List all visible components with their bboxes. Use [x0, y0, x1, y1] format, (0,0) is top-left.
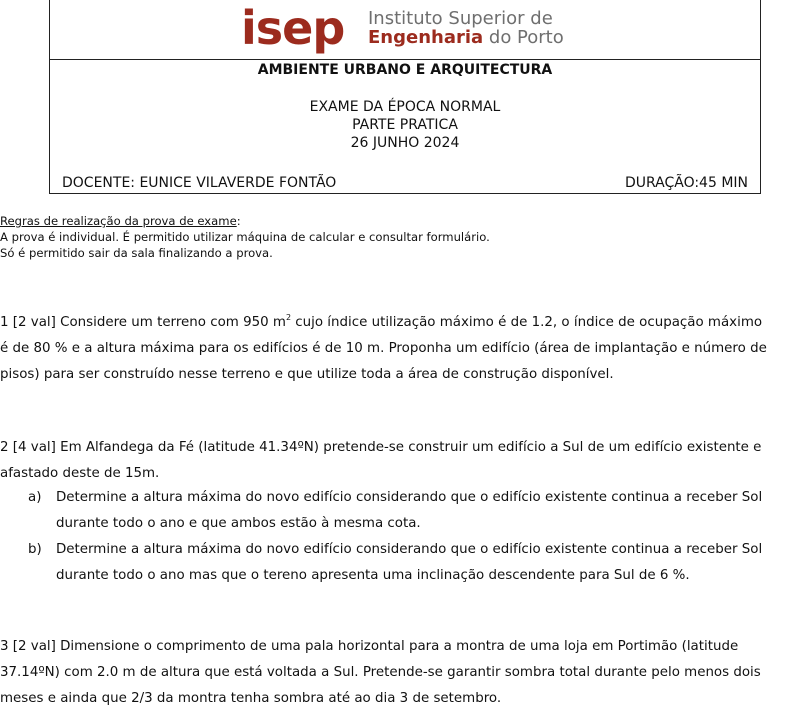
- rules-title: Regras de realização da prova de exame: [0, 214, 237, 228]
- institution-name-accent: Engenharia: [368, 27, 484, 48]
- part-a-letter: a): [28, 490, 42, 505]
- teacher-name: DOCENTE: EUNICE VILAVERDE FONTÃO: [62, 175, 337, 191]
- part-a-body: [56, 485, 807, 537]
- part-b-line-1: Determine a altura máxima do novo edifício considerando que o edifício existente continua a receber Sol: [56, 542, 763, 557]
- question-1-text-b: cujo índice utilização máximo é de 1.2, o índice de ocupação máximo: [291, 315, 763, 330]
- part-b-letter: b): [28, 542, 42, 557]
- squared-superscript: 2: [285, 313, 292, 322]
- institution-name-line1: Instituto Superior de: [368, 8, 553, 29]
- part-b-body: [56, 537, 807, 589]
- institution-name-rest: do Porto: [483, 27, 564, 48]
- question-3-line-2: 37.14ºN) com 2.0 m de altura que está voltada a Sul. Pretende-se garantir sombra total durante pelo menos dois: [0, 665, 761, 680]
- part-b-line-2: durante todo o ano mas que o tereno apresenta uma inclinação descendente para Sul de 6 %.: [56, 568, 690, 583]
- rules-line-1: A prova é individual. É permitido utilizar máquina de calcular e consultar formulário.: [0, 230, 490, 244]
- exam-header: [49, 0, 761, 194]
- question-2-line-2: afastado deste de 15m.: [0, 466, 160, 481]
- logo-row: [50, 0, 760, 60]
- question-3: [0, 634, 807, 712]
- question-1: [0, 310, 807, 388]
- question-3-line-1: 3 [2 val] Dimensione o comprimento de uma pala horizontal para a montra de uma loja em Portimão (latitude: [0, 639, 739, 654]
- institution-name: [368, 9, 564, 47]
- rules-line-2: Só é permitido sair da sala finalizando a prova.: [0, 246, 273, 260]
- question-3-line-3: meses e ainda que 2/3 da montra tenha sombra até ao dia 3 de setembro.: [0, 691, 502, 706]
- exam-duration: DURAÇÃO:45 MIN: [624, 175, 748, 191]
- course-title: AMBIENTE URBANO E ARQUITECTURA: [257, 62, 553, 78]
- exam-season: EXAME DA ÉPOCA NORMAL: [309, 99, 501, 115]
- part-a-line-1: Determine a altura máxima do novo edifício considerando que o edifício existente continua a receber Sol: [56, 490, 763, 505]
- exam-info: [50, 98, 760, 152]
- exam-date: 26 JUNHO 2024: [350, 135, 460, 151]
- question-2-line-1: 2 [4 val] Em Alfandega da Fé (latitude 41.34ºN) pretende-se construir um edifício a Sul de um edifício existente e: [0, 440, 762, 455]
- exam-rules: [0, 213, 490, 261]
- exam-part: PARTE PRATICA: [352, 117, 458, 133]
- part-a-line-2: durante todo o ano e que ambos estão à mesma cota.: [56, 516, 421, 531]
- institution-name-line2: [368, 28, 564, 47]
- isep-logo-mark: isep: [241, 1, 345, 55]
- rules-heading: [0, 213, 490, 229]
- question-1-line-3: pisos) para ser construído nesse terreno e que utilize toda a área de construção disponível.: [0, 367, 614, 382]
- question-1-line-2: é de 80 % e a altura máxima para os edifícios é de 10 m. Proponha um edifício (área de implantação e número de: [0, 341, 767, 356]
- question-1-line-1: [0, 310, 807, 336]
- rules-title-suffix: :: [236, 214, 241, 228]
- question-1-text-a: 1 [2 val] Considere um terreno com 950 m: [0, 315, 286, 330]
- question-2: [0, 435, 807, 487]
